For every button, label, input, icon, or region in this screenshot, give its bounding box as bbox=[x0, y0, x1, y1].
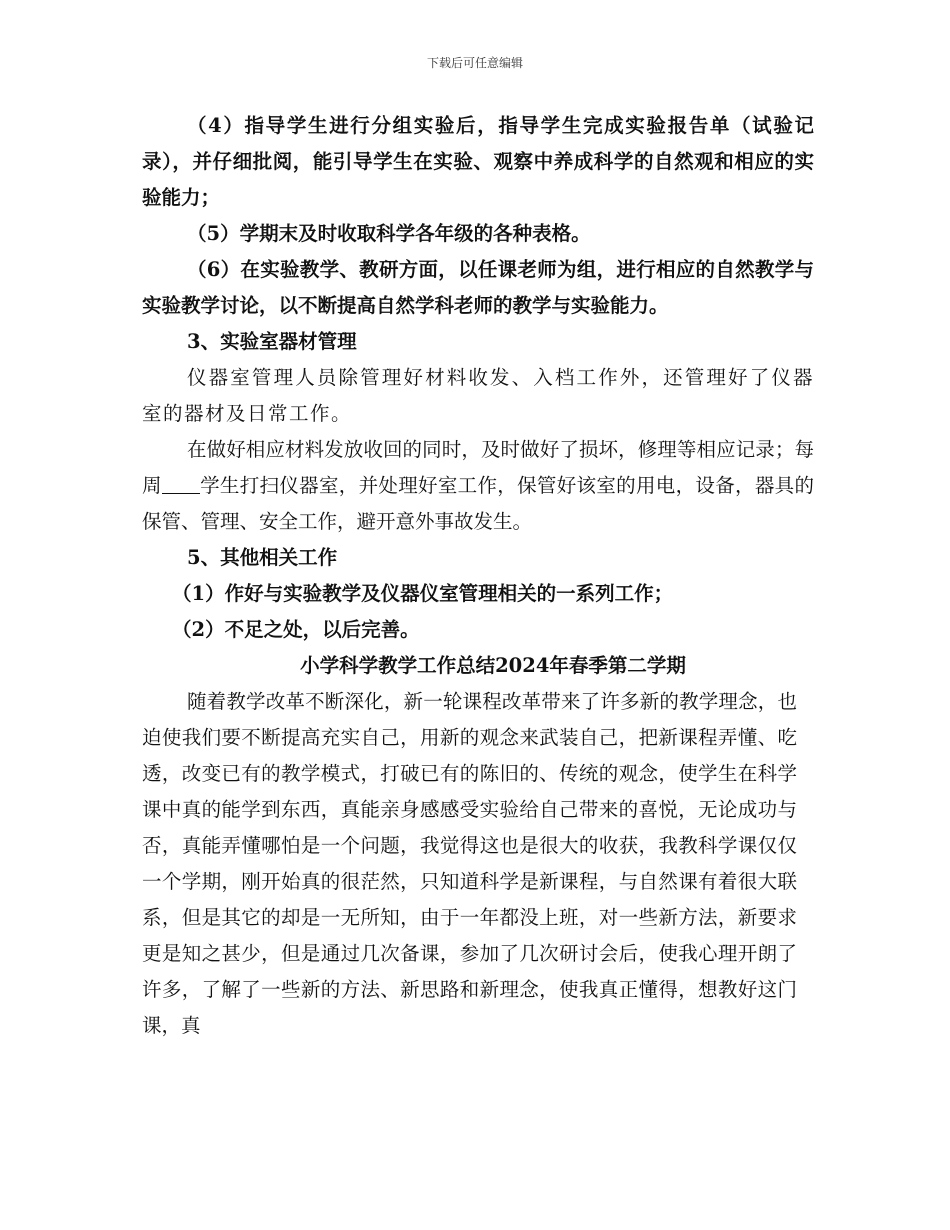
paragraph-equipment-management: 仪器室管理人员除管理好材料收发、入档工作外，还管理好了仪器室的器材及日常工作。 bbox=[142, 366, 814, 425]
paragraph-material-records bbox=[142, 432, 814, 540]
paragraph-other-item-2: （2）不足之处，以后完善。 bbox=[172, 618, 420, 641]
paragraph-item-6: （6）在实验教学、教研方面，以任课老师为组，进行相应的自然教学与实验教学讨论，以不断提高自然学科老师的教学与实验能力。 bbox=[142, 258, 814, 317]
material-records-text-end: 学生打扫仪器室，并处理好室工作，保管好该室的用电，设备，器具的保管、管理、安全工作，避开意外事故发生。 bbox=[142, 474, 814, 533]
section-heading-other-work: 5、其他相关工作 bbox=[187, 546, 338, 569]
paragraph-summary-body: 随着教学改革不断深化，新一轮课程改革带来了许多新的教学理念，也迫使我们要不断提高充实自己，用新的观念来武装自己，把新课程弄懂、吃透，改变已有的教学模式，打破已有的陈旧的、传统的观念，使学生在科学课中真的能学到东西，真能亲身感感受实验给自己带来的喜悦，无论成功与否，真能弄懂哪怕是一个问题，我觉得这也是很大的收获，我教科学课仅仅一个学期，刚开始真的很茫然，只知道科学是新课程，与自然课有着很大联系，但是其它的却是一无所知，由于一年都没上班，对一些新方法，新要求更是知之甚少，但是通过几次备课，参加了几次研讨会后，使我心理开朗了许多，了解了一些新的方法、新思路和新理念，使我真正懂得，想教好这门课，真 bbox=[142, 690, 797, 1037]
fill-in-blank bbox=[162, 474, 200, 495]
section-title: 小学科学教学工作总结2024年春季第二学期 bbox=[300, 654, 686, 677]
material-records-text-start: 在做好相应材料发放收回的同时，及时做好了损坏，修理等相应记录；每周 bbox=[142, 438, 814, 497]
document-body bbox=[142, 108, 814, 1044]
paragraph-item-5: （5）学期末及时收取科学各年级的各种表格。 bbox=[187, 222, 591, 245]
paragraph-item-4: （4）指导学生进行分组实验后，指导学生完成实验报告单（试验记录），并仔细批阅，能引导学生在实验、观察中养成科学的自然观和相应的实验能力； bbox=[142, 114, 814, 209]
paragraph-other-item-1: （1）作好与实验教学及仪器仪室管理相关的一系列工作； bbox=[172, 582, 674, 605]
page-header: 下载后可任意编辑 bbox=[426, 56, 523, 70]
section-heading-lab-equipment: 3、实验室器材管理 bbox=[187, 330, 357, 353]
